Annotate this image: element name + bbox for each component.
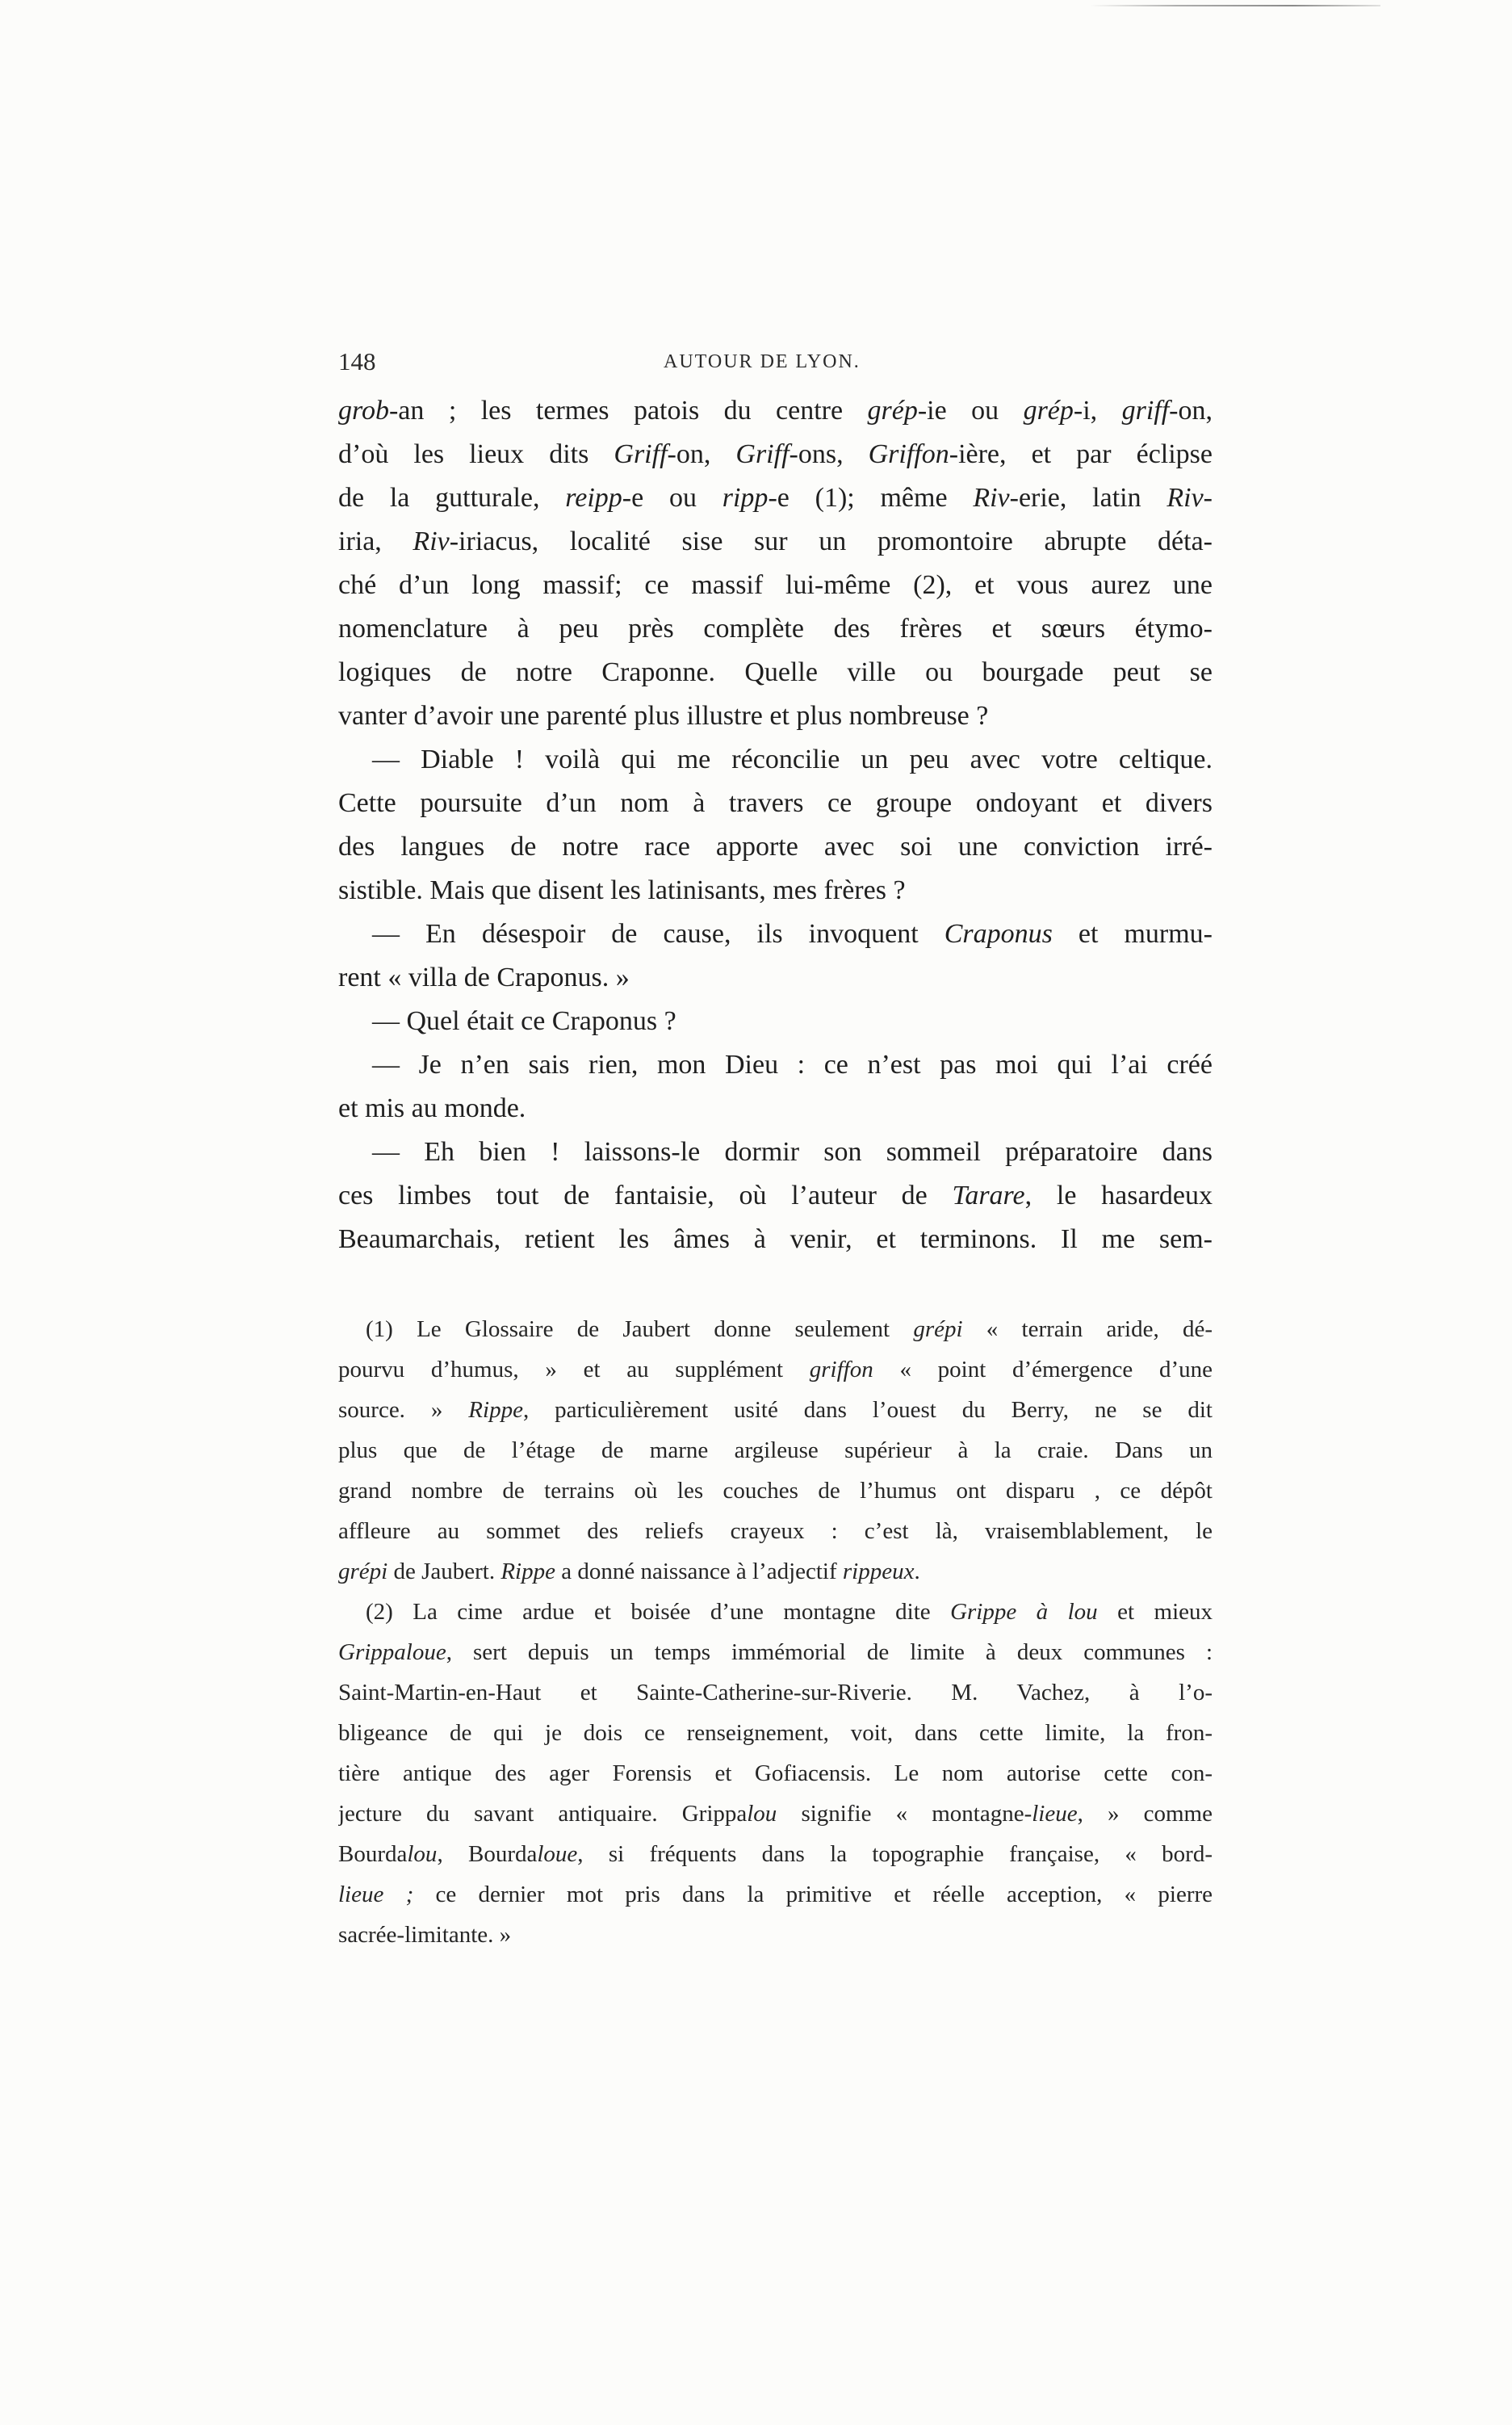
text-line xyxy=(338,607,1213,651)
text-run: sacrée-limitante. » xyxy=(338,1922,512,1948)
footnote-line xyxy=(338,1834,1213,1874)
text-run: pourvu d’humus, » et au supplément xyxy=(338,1357,810,1382)
text-run: , si fréquents dans la topographie française, « bord- xyxy=(577,1841,1213,1867)
text-run: ce dernier mot pris dans la primitive et réelle acception, « pierre xyxy=(413,1882,1213,1907)
footnote-line xyxy=(338,1672,1213,1713)
text-line xyxy=(338,1218,1213,1261)
text-run: - xyxy=(1203,483,1213,513)
text-run: -iriacus, localité sise sur un promontoire abrupte déta- xyxy=(449,527,1213,556)
text-line xyxy=(338,651,1213,694)
footnote-line xyxy=(338,1632,1213,1672)
text-line xyxy=(338,476,1213,520)
italic-text-run: Griff xyxy=(614,439,668,469)
italic-text-run: Rippe xyxy=(468,1397,523,1423)
text-run: tière antique des ager Forensis et Gofiacensis. Le nom autorise cette con- xyxy=(338,1760,1213,1786)
text-run: de Jaubert. xyxy=(387,1559,501,1584)
italic-text-run: grép xyxy=(867,396,918,426)
text-run: (2) La cime ardue et boisée d’une montagne dite xyxy=(366,1599,951,1625)
paragraph xyxy=(338,913,1213,1000)
footnote-line xyxy=(338,1511,1213,1551)
text-line xyxy=(338,782,1213,825)
text-run: affleure au sommet des reliefs crayeux : c’est là, vraisemblablement, le xyxy=(338,1518,1213,1544)
text-run: (1) Le Glossaire de Jaubert donne seulement xyxy=(366,1316,914,1342)
text-run: « point d’émergence d’une xyxy=(873,1357,1213,1382)
text-run: grand nombre de terrains où les couches de l’humus ont disparu , ce dépôt xyxy=(338,1478,1213,1504)
text-run: -erie, latin xyxy=(1009,483,1167,513)
text-run: « terrain aride, dé- xyxy=(962,1316,1213,1342)
footnote-line xyxy=(338,1753,1213,1794)
text-run: Bourda xyxy=(338,1841,408,1867)
text-run: d’où les lieux dits xyxy=(338,439,614,469)
footnote-line xyxy=(338,1309,1213,1349)
text-run: plus que de l’étage de marne argileuse supérieur à la craie. Dans un xyxy=(338,1437,1213,1463)
text-run: — Eh bien ! laissons-le dormir son sommeil préparatoire dans xyxy=(372,1137,1213,1167)
text-line xyxy=(338,869,1213,913)
italic-text-run: Griffon xyxy=(868,439,949,469)
italic-text-run: ripp xyxy=(722,483,769,513)
text-line xyxy=(338,433,1213,476)
footnote-line xyxy=(338,1874,1213,1915)
text-run: jecture du savant antiquaire. Grippa xyxy=(338,1801,748,1827)
text-run: -ons, xyxy=(789,439,869,469)
paragraph xyxy=(338,389,1213,738)
italic-text-run: rippeux xyxy=(842,1559,915,1584)
italic-text-run: lou xyxy=(407,1841,438,1867)
text-line xyxy=(338,956,1213,1000)
italic-text-run: griff xyxy=(1121,396,1170,426)
text-line xyxy=(338,825,1213,869)
page-number: 148 xyxy=(338,347,376,375)
text-line xyxy=(338,1000,1213,1043)
italic-text-run: grépi xyxy=(913,1316,963,1342)
text-line xyxy=(338,389,1213,433)
text-run: source. » xyxy=(338,1397,469,1423)
text-run: , le hasardeux xyxy=(1024,1181,1213,1210)
text-run: -ière, et par éclipse xyxy=(949,439,1213,469)
text-run: , particulièrement usité dans l’ouest du Berry, ne se dit xyxy=(522,1397,1213,1423)
text-run: bligeance de qui je dois ce renseignement, voit, dans cette limite, la fron- xyxy=(338,1720,1213,1746)
text-line xyxy=(338,1087,1213,1131)
italic-text-run: Rippe xyxy=(501,1559,555,1584)
text-run: -e ou xyxy=(622,483,722,513)
italic-text-run: Riv xyxy=(1166,483,1204,513)
italic-text-run: Grippe à lou xyxy=(950,1599,1098,1625)
text-line xyxy=(338,694,1213,738)
text-run: — Je n’en sais rien, mon Dieu : ce n’est pas moi qui l’ai créé xyxy=(372,1050,1213,1080)
footnotes xyxy=(338,1309,1213,1955)
paragraph xyxy=(338,1131,1213,1261)
text-run: -ie ou xyxy=(917,396,1024,426)
italic-text-run: griffon xyxy=(809,1357,873,1382)
text-run: rent « villa de Craponus. » xyxy=(338,963,630,992)
text-run: ché d’un long massif; ce massif lui-même (2), et vous aurez une xyxy=(338,570,1213,600)
footnote-line xyxy=(338,1915,1213,1955)
text-run: Saint-Martin-en-Haut et Sainte-Catherine-sur-Riverie. M. Vachez, à l’o- xyxy=(338,1680,1213,1705)
italic-text-run: lou xyxy=(747,1801,777,1827)
italic-text-run: Riv xyxy=(973,483,1010,513)
footnote xyxy=(338,1592,1213,1955)
text-run: , » comme xyxy=(1077,1801,1213,1827)
text-run: -on, xyxy=(667,439,736,469)
italic-text-run: Riv xyxy=(413,527,450,556)
italic-text-run: grépi xyxy=(338,1559,388,1584)
footnote-line xyxy=(338,1592,1213,1632)
italic-text-run: grob xyxy=(338,396,389,426)
italic-text-run: lieue xyxy=(1032,1801,1078,1827)
text-run: -on, xyxy=(1169,396,1213,426)
running-head: AUTOUR DE LYON. xyxy=(664,351,861,372)
italic-text-run: loue xyxy=(537,1841,578,1867)
text-line xyxy=(338,1131,1213,1174)
text-line xyxy=(338,520,1213,564)
text-run: . xyxy=(914,1559,920,1584)
text-run: , Bourda xyxy=(437,1841,538,1867)
italic-text-run: Tarare xyxy=(952,1181,1025,1210)
text-run: — En désespoir de cause, ils invoquent xyxy=(372,919,944,949)
footnote-line xyxy=(338,1713,1213,1753)
text-run: a donné naissance à l’adjectif xyxy=(555,1559,843,1584)
text-run: iria, xyxy=(338,527,413,556)
text-run: des langues de notre race apporte avec soi une conviction irré- xyxy=(338,832,1213,862)
text-run: et murmu- xyxy=(1052,919,1213,949)
text-run: vanter d’avoir une parenté plus illustre et plus nombreuse ? xyxy=(338,701,989,731)
paragraph xyxy=(338,738,1213,913)
text-line xyxy=(338,564,1213,607)
text-run: Beaumarchais, retient les âmes à venir, et terminons. Il me sem- xyxy=(338,1224,1213,1254)
paragraph xyxy=(338,1000,1213,1043)
italic-text-run: Craponus xyxy=(944,919,1053,949)
text-run: et mieux xyxy=(1097,1599,1213,1625)
text-line xyxy=(338,1174,1213,1218)
italic-text-run: Griff xyxy=(735,439,790,469)
text-run: — Diable ! voilà qui me réconcilie un peu avec votre celtique. xyxy=(372,745,1213,774)
italic-text-run: lieue ; xyxy=(338,1882,414,1907)
text-run: — Quel était ce Craponus ? xyxy=(372,1006,676,1036)
italic-text-run: Grippaloue xyxy=(338,1639,446,1665)
text-line xyxy=(338,738,1213,782)
text-run: , sert depuis un temps immémorial de limite à deux communes : xyxy=(446,1639,1213,1665)
text-run: -e (1); même xyxy=(768,483,974,513)
scan-edge-mark xyxy=(1090,5,1380,6)
footnote-line xyxy=(338,1551,1213,1592)
footnote xyxy=(338,1309,1213,1592)
main-text xyxy=(338,389,1213,1261)
text-run: nomenclature à peu près complète des frères et sœurs étymo- xyxy=(338,614,1213,644)
text-run: -an ; les termes patois du centre xyxy=(388,396,868,426)
text-run: de la gutturale, xyxy=(338,483,566,513)
text-line xyxy=(338,1043,1213,1087)
footnote-line xyxy=(338,1794,1213,1834)
italic-text-run: reipp xyxy=(565,483,622,513)
text-run: logiques de notre Craponne. Quelle ville ou bourgade peut se xyxy=(338,657,1213,687)
text-run: signifie « montagne- xyxy=(777,1801,1032,1827)
text-line xyxy=(338,913,1213,956)
paragraph xyxy=(338,1043,1213,1131)
footnote-line xyxy=(338,1390,1213,1430)
italic-text-run: grép xyxy=(1023,396,1074,426)
text-run: Cette poursuite d’un nom à travers ce groupe ondoyant et divers xyxy=(338,788,1213,818)
text-run: sistible. Mais que disent les latinisants, mes frères ? xyxy=(338,875,906,905)
footnote-line xyxy=(338,1349,1213,1390)
footnote-line xyxy=(338,1471,1213,1511)
footnote-line xyxy=(338,1430,1213,1471)
text-run: -i, xyxy=(1073,396,1122,426)
text-run: ces limbes tout de fantaisie, où l’auteur de xyxy=(338,1181,953,1210)
text-run: et mis au monde. xyxy=(338,1093,526,1123)
